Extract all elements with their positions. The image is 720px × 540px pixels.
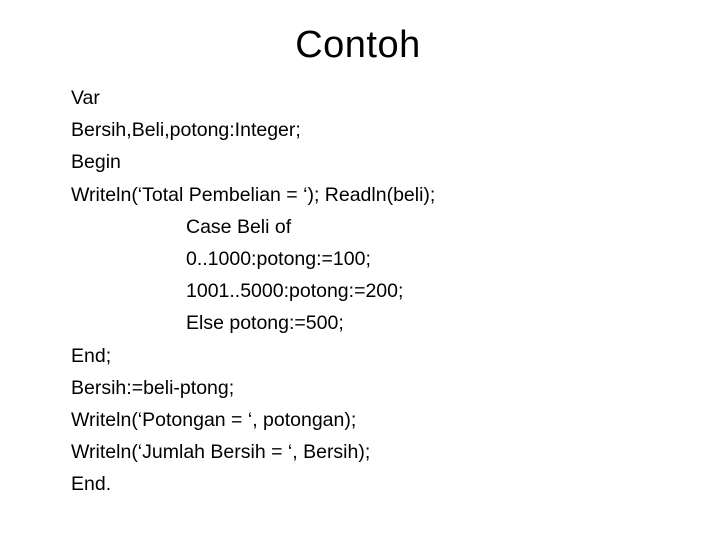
slide-title: Contoh [295, 24, 421, 66]
code-line-output-1: Writeln(‘Potongan = ‘, potongan); [71, 408, 357, 431]
code-line-case-range-2: 1001..5000:potong:=200; [186, 280, 404, 303]
code-line-declaration: Bersih,Beli,potong:Integer; [71, 119, 301, 142]
code-line-else: Else potong:=500; [186, 312, 344, 335]
code-line-case: Case Beli of [186, 215, 292, 238]
code-line-input: Writeln(‘Total Pembelian = ‘); Readln(beli); [71, 183, 436, 206]
code-line-assign: Bersih:=beli-ptong; [71, 376, 235, 399]
code-line-end: End. [71, 473, 112, 496]
code-line-var: Var [71, 87, 100, 109]
code-line-end-case: End; [71, 344, 112, 367]
code-line-output-2: Writeln(‘Jumlah Bersih = ‘, Bersih); [71, 441, 371, 464]
code-listing [71, 82, 711, 500]
code-line-case-range-1: 0..1000:potong:=100; [186, 247, 371, 270]
code-line-begin: Begin [71, 151, 121, 174]
